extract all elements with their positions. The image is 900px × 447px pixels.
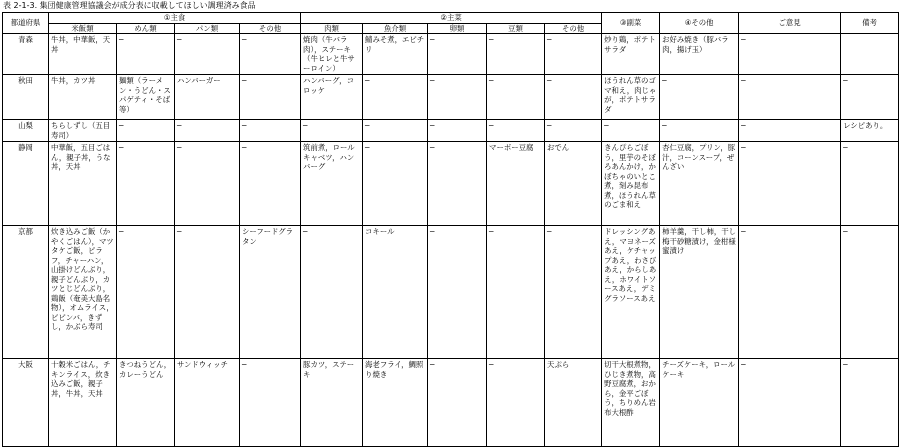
cell: 牛丼，カツ丼 — [49, 75, 117, 120]
cell: ─ — [739, 120, 841, 142]
cell: 豚カツ，ステーキ — [301, 359, 363, 447]
cell: 焼肉（牛バラ肉），ステーキ（牛ヒレと牛サーロイン） — [301, 34, 363, 75]
cell: 麺類（ラーメン・うどん・スパゲティ・そば等） — [117, 75, 175, 120]
cell: 中華飯，五目ごはん，親子丼，うな丼，天丼 — [49, 142, 117, 226]
cell: 切干大根煮物，ひじき煮物，高野豆腐煮，おから，金平ごぼう，ちりめん岩布大根酢 — [602, 359, 660, 447]
cell: ─ — [841, 75, 899, 120]
cell: ハンバーガー — [175, 75, 240, 120]
cell: ─ — [602, 120, 660, 142]
cell: お好み焼き（豚バラ肉，揚げ玉） — [660, 34, 739, 75]
cell: マーボー豆腐 — [487, 142, 545, 226]
header-seafood: 魚介類 — [363, 23, 428, 34]
cell: ドレッシングあえ，マヨネーズあえ，ケチャップあえ，わさびあえ，からしあえ，ホワイトソースあえ，デミグラソースあえ — [602, 226, 660, 359]
cell: ─ — [240, 120, 301, 142]
cell: ちらしずし（五目寿司） — [49, 120, 117, 142]
cell: ─ — [739, 34, 841, 75]
cell: 天ぷら — [545, 359, 602, 447]
cell: ─ — [363, 142, 428, 226]
cell-prefecture: 京都 — [3, 226, 49, 359]
cell-prefecture: 秋田 — [3, 75, 49, 120]
cell: 杏仁豆腐，プリン，豚汁，コーンスープ，ぜんざい — [660, 142, 739, 226]
cell: ─ — [240, 75, 301, 120]
cell: ─ — [117, 34, 175, 75]
header-noodles: めん類 — [117, 23, 175, 34]
cell: 海老フライ，鯛照り焼き — [363, 359, 428, 447]
cell: ─ — [545, 34, 602, 75]
table-row — [3, 120, 899, 142]
cell: チーズケーキ，ロールケーキ — [660, 359, 739, 447]
header-prefecture: 都道府県 — [3, 13, 49, 34]
cell: ハンバーグ，コロッケ — [301, 75, 363, 120]
cell: ─ — [428, 142, 487, 226]
header-main: ②主菜 — [301, 13, 602, 24]
header-remarks: 備考 — [841, 13, 899, 34]
cell: ─ — [175, 120, 240, 142]
cell: ─ — [545, 226, 602, 359]
cell: ─ — [487, 359, 545, 447]
cell: 牛丼，中華飯，天丼 — [49, 34, 117, 75]
cell: ─ — [487, 226, 545, 359]
header-main-other: その他 — [545, 23, 602, 34]
cell: ─ — [545, 75, 602, 120]
cell: ─ — [487, 34, 545, 75]
header-rice: 米飯類 — [49, 23, 117, 34]
cell: ほうれん草のゴマ和え，肉じゃが，ポテトサラダ — [602, 75, 660, 120]
cell: ─ — [841, 142, 899, 226]
cell: ─ — [428, 34, 487, 75]
cell-prefecture: 山梨 — [3, 120, 49, 142]
header-staple-other: その他 — [240, 23, 301, 34]
cell: ─ — [739, 226, 841, 359]
cell: ─ — [487, 120, 545, 142]
cell: ─ — [428, 75, 487, 120]
cell: ─ — [363, 75, 428, 120]
cell: ─ — [841, 226, 899, 359]
cell: ─ — [739, 142, 841, 226]
header-staple: ①主食 — [49, 13, 301, 24]
cell: 筑前煮，ロールキャベツ，ハンバーグ — [301, 142, 363, 226]
cell: ─ — [301, 120, 363, 142]
cell: ─ — [660, 75, 739, 120]
header-beans: 豆類 — [487, 23, 545, 34]
cell: ─ — [117, 120, 175, 142]
header-egg: 卵類 — [428, 23, 487, 34]
cell: ─ — [117, 226, 175, 359]
cell: ─ — [363, 120, 428, 142]
cell: ─ — [175, 226, 240, 359]
cell: ─ — [175, 34, 240, 75]
cell: ─ — [545, 120, 602, 142]
food-table — [2, 12, 899, 447]
cell-prefecture: 大阪 — [3, 359, 49, 447]
cell: ─ — [841, 359, 899, 447]
table-caption: 表 2-1-3. 集団健康管理協議会が成分表に収載してほしい調理済み食品 — [3, 1, 256, 10]
cell: きつねうどん，カレーうどん — [117, 359, 175, 447]
cell: 炒り鶏，ポテトサラダ — [602, 34, 660, 75]
cell: ─ — [240, 34, 301, 75]
header-other: ④その他 — [660, 13, 739, 34]
cell: 鯖みそ煮，エビチリ — [363, 34, 428, 75]
header-opinion: ご意見 — [739, 13, 841, 34]
cell: 十穀米ごはん，チキンライス，炊き込みご飯，親子丼，牛丼，天丼 — [49, 359, 117, 447]
cell: ─ — [660, 120, 739, 142]
cell: ─ — [739, 359, 841, 447]
cell: 炊き込みご飯（かやくごはん），マツタケご飯，ピラフ，チャーハン，山掛けどんぶり，親子どんぶり，カツとじどんぶり，鶏飯（奄美大島名物），オムライス，ビビンバ，きずし，かぶら寿司 — [49, 226, 117, 359]
cell: ─ — [240, 359, 301, 447]
header-meat: 肉類 — [301, 23, 363, 34]
header-bread: パン類 — [175, 23, 240, 34]
table-row — [3, 75, 899, 120]
header-row-groups — [3, 13, 899, 24]
table-row — [3, 34, 899, 75]
header-side: ③副菜 — [602, 13, 660, 34]
table-row — [3, 226, 899, 359]
cell: ─ — [301, 226, 363, 359]
cell: おでん — [545, 142, 602, 226]
cell: ─ — [428, 226, 487, 359]
cell-prefecture: 静岡 — [3, 142, 49, 226]
table-row — [3, 359, 899, 447]
cell: ─ — [175, 142, 240, 226]
cell: ─ — [428, 359, 487, 447]
cell: ─ — [117, 142, 175, 226]
cell: シーフードグラタン — [240, 226, 301, 359]
cell: ─ — [240, 142, 301, 226]
cell: サンドウィッチ — [175, 359, 240, 447]
table-row — [3, 142, 899, 226]
cell: ─ — [428, 120, 487, 142]
cell: レシピあり。 — [841, 120, 899, 142]
cell: コキール — [363, 226, 428, 359]
cell: ─ — [487, 75, 545, 120]
cell: 柿羊羹，干し柿，干し梅干砂糖漬け，金柑様蜜漬け — [660, 226, 739, 359]
cell — [841, 34, 899, 75]
cell: きんぴらごぼう，里芋のそぼろあんかけ，かぼちゃのいとこ煮，刻み昆布煮，ほうれん草のごま和え — [602, 142, 660, 226]
cell-prefecture: 青森 — [3, 34, 49, 75]
cell: ─ — [739, 75, 841, 120]
